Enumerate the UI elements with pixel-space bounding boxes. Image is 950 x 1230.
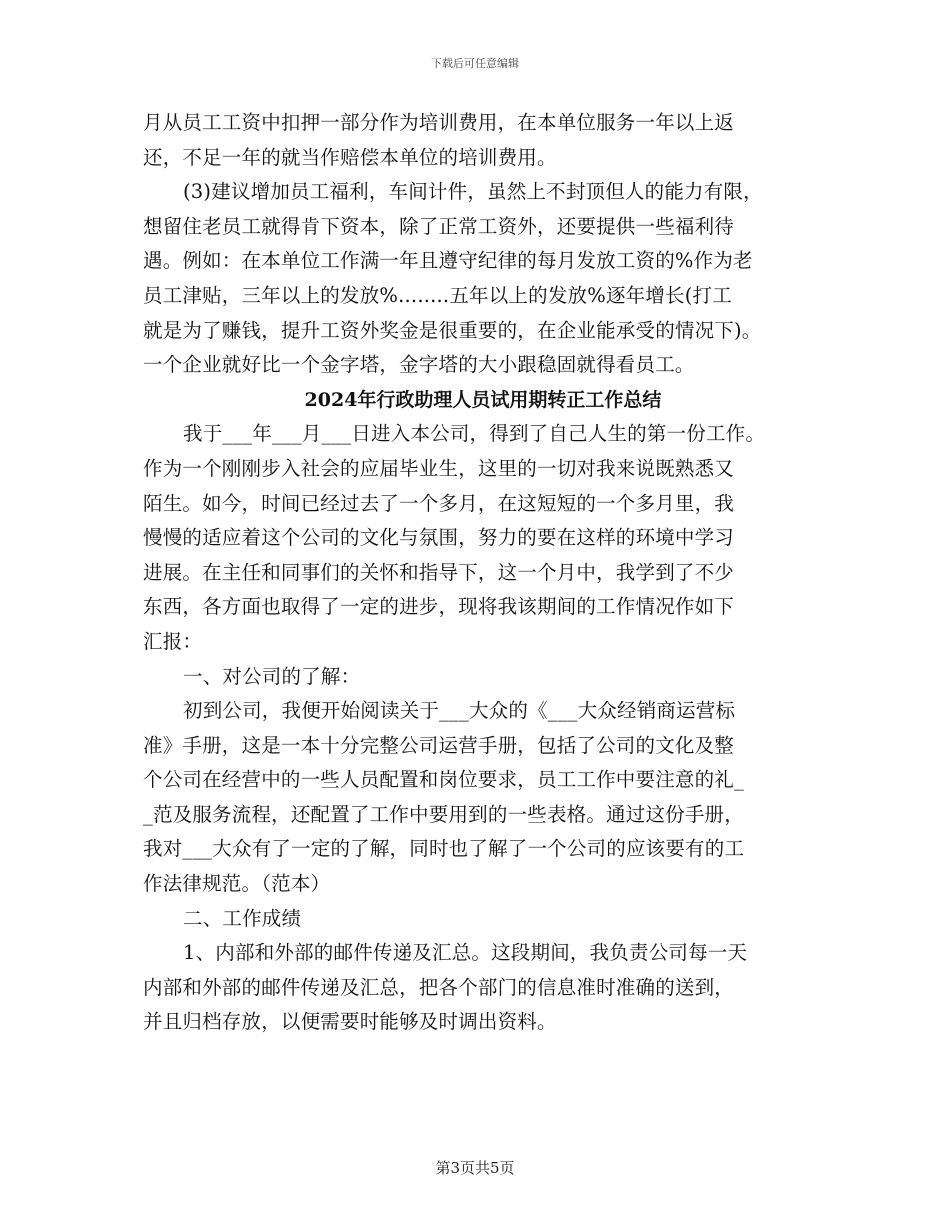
paragraph-line: 1、内部和外部的邮件传递及汇总。这段期间，我负责公司每一天 (183, 941, 748, 965)
section-heading: 一、对公司的了解： (183, 664, 361, 688)
document-body (143, 106, 823, 1040)
paragraph-line: 我对___大众有了一定的了解，同时也了解了一个公司的应该要有的工 (143, 837, 745, 861)
paragraph-line: 员工津贴，三年以上的发放%........五年以上的发放%逐年增长(打工 (143, 283, 732, 307)
paragraph-line: 月从员工工资中扣押一部分作为培训费用，在本单位服务一年以上返 (143, 111, 735, 134)
paragraph-line: 进展。在主任和同事们的关怀和指导下，这一个月中，我学到了不少 (143, 560, 735, 584)
paragraph-line: 就是为了赚钱，提升工资外奖金是很重要的，在企业能承受的情况下)。 (143, 318, 762, 342)
paragraph-line: 还，不足一年的就当作赔偿本单位的培训费用。 (143, 145, 557, 169)
page-number: 第3页共5页 (435, 1159, 515, 1177)
paragraph-line: 想留住老员工就得肯下资本，除了正常工资外，还要提供一些福利待 (143, 214, 735, 238)
paragraph-line: 东西，各方面也取得了一定的进步，现将我该期间的工作情况作如下 (143, 595, 735, 619)
paragraph-line: _范及服务流程，还配置了工作中要用到的一些表格。通过这份手册， (143, 802, 744, 826)
paragraph-line: 陌生。如今，时间已经过去了一个多月，在这短短的一个多月里，我 (143, 491, 735, 515)
paragraph-line: 作法律规范。（范本） (143, 872, 331, 896)
paragraph-line: (3)建议增加员工福利，车间计件，虽然上不封顶但人的能力有限， (183, 180, 763, 204)
paragraph-line: 我于___年___月___日进入本公司，得到了自己人生的第一份工作。 (183, 422, 766, 446)
paragraph-line: 汇报： (143, 629, 203, 653)
paragraph-line: 初到公司，我便开始阅读关于___大众的《___大众经销商运营标 (183, 699, 736, 723)
paragraph-line: 作为一个刚刚步入社会的应届毕业生，这里的一切对我来说既熟悉又 (143, 456, 735, 480)
paragraph-line: 一个企业就好比一个金字塔，金字塔的大小跟稳固就得看员工。 (143, 353, 695, 377)
page-header: 下载后可任意编辑 (431, 57, 519, 70)
paragraph-line: 并且归档存放，以便需要时能够及时调出资料。 (143, 1010, 557, 1034)
paragraph-line: 准》手册，这是一本十分完整公司运营手册，包括了公司的文化及整 (143, 733, 735, 757)
paragraph-line: 慢慢的适应着这个公司的文化与氛围，努力的要在这样的环境中学习 (143, 526, 735, 550)
section-heading: 二、工作成绩 (183, 906, 302, 930)
paragraph-line: 内部和外部的邮件传递及汇总，把各个部门的信息准时准确的送到， (143, 975, 735, 999)
paragraph-line: 个公司在经营中的一些人员配置和岗位要求，员工工作中要注意的礼_ (143, 768, 744, 792)
document-title: 2024年行政助理人员试用期转正工作总结 (304, 388, 662, 411)
paragraph-line: 遇。例如：在本单位工作满一年且遵守纪律的每月发放工资的%作为老 (143, 249, 753, 273)
